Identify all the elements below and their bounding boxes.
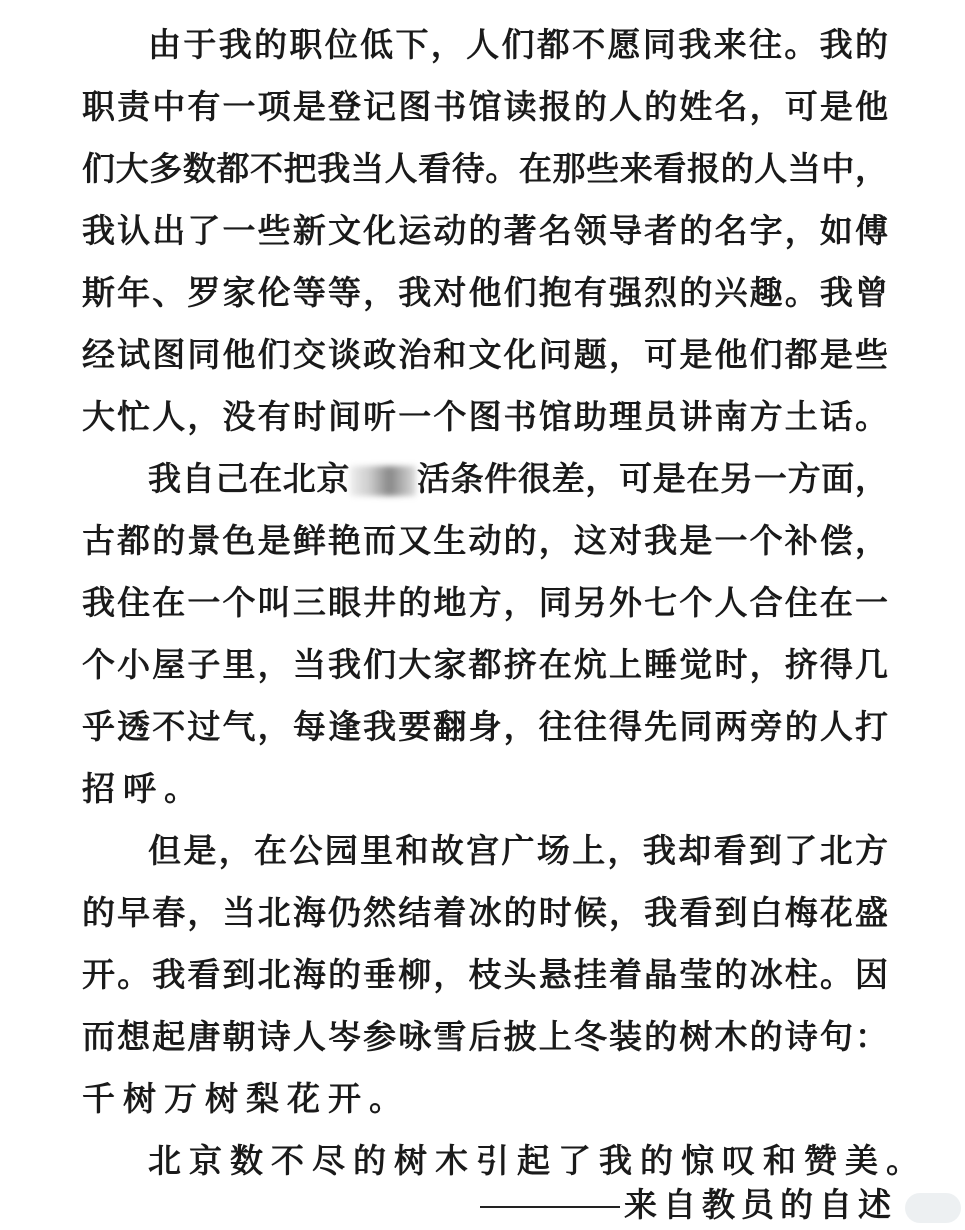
text-line: 千树万树梨花开。: [82, 1079, 410, 1118]
text-line: 我认出了一些新文化运动的著名领导者的名字，如傅: [82, 211, 888, 250]
em-dash-rule: [480, 1206, 620, 1208]
text-line: 而想起唐朝诗人岑参咏雪后披上冬装的树木的诗句：: [82, 1017, 888, 1056]
text-line: [82, 448, 888, 510]
text-line: 个小屋子里，当我们大家都挤在炕上睡觉时，挤得几: [82, 645, 888, 684]
text-line: 大忙人，没有时间听一个图书馆助理员讲南方土话。: [82, 397, 888, 436]
text-fragment: 我自己在北京: [148, 459, 351, 498]
text-line: 由于我的职位低下，人们都不愿同我来往。我的: [148, 25, 888, 64]
text-line: 但是，在公园里和故宫广场上，我却看到了北方: [148, 831, 888, 870]
text-line: 职责中有一项是登记图书馆读报的人的姓名，可是他: [82, 87, 888, 126]
text-line: 的早春，当北海仍然结着冰的时候，我看到白梅花盛: [82, 893, 888, 932]
text-line: 我住在一个叫三眼井的地方，同另外七个人合住在一: [82, 583, 888, 622]
text-line: 北京数不尽的树木引起了我的惊叹和赞美。: [148, 1141, 927, 1180]
text-fragment: 活条件很差，可是在另一方面，: [416, 459, 889, 498]
text-line: 古都的景色是鲜艳而又生动的，这对我是一个补偿，: [82, 521, 888, 560]
obscured-text-region: [350, 466, 416, 496]
paragraph-3: [82, 820, 888, 1130]
paragraph-1: [82, 14, 888, 448]
text-line: 开。我看到北海的垂柳，枝头悬挂着晶莹的冰柱。因: [82, 955, 888, 994]
watermark: [905, 1193, 961, 1223]
document-body: [82, 14, 927, 1192]
text-line: 斯年、罗家伦等等，我对他们抱有强烈的兴趣。我曾: [82, 273, 888, 312]
paragraph-2: [82, 448, 888, 820]
text-line: 们大多数都不把我当人看待。在那些来看报的人当中，: [82, 149, 888, 188]
text-line: 乎透不过气，每逢我要翻身，往往得先同两旁的人打: [82, 707, 888, 746]
text-line: 经试图同他们交谈政治和文化问题，可是他们都是些: [82, 335, 888, 374]
attribution: [480, 1180, 897, 1230]
attribution-text: 来自教员的自述: [624, 1185, 897, 1224]
text-line: 招呼。: [82, 769, 205, 808]
